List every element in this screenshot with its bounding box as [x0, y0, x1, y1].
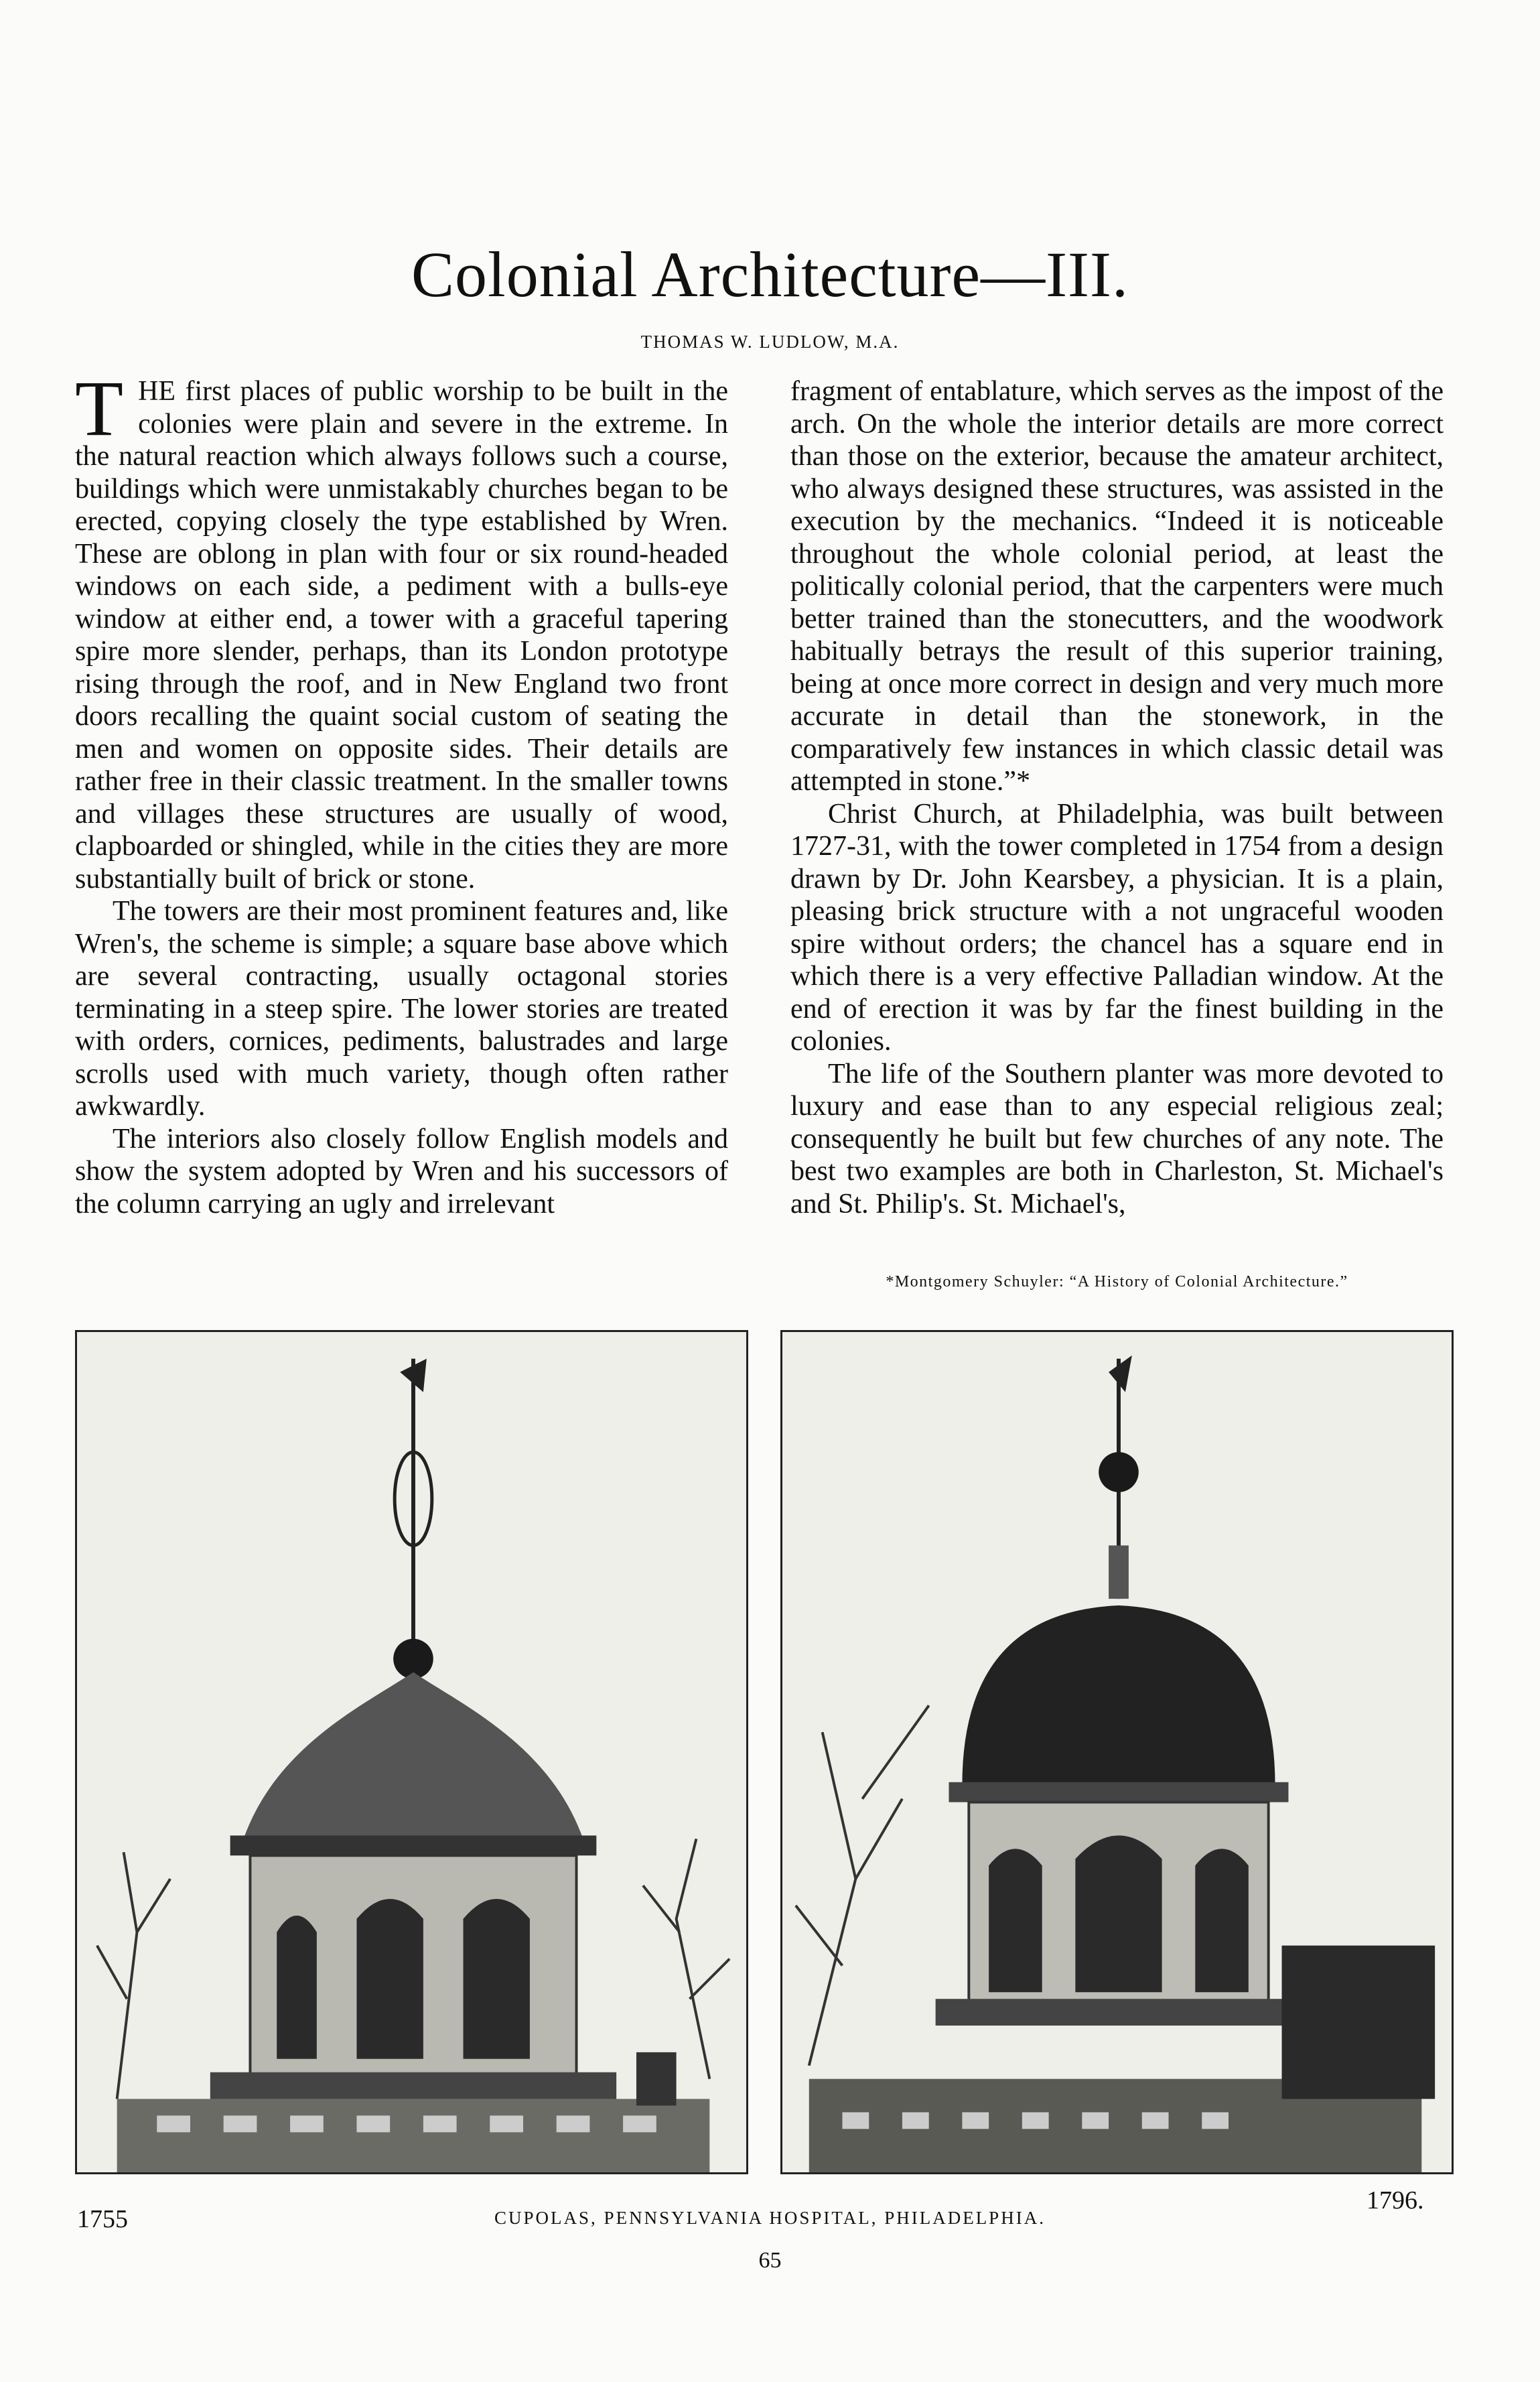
- paragraph: The towers are their most prominent features and, like Wren's, the scheme is simple; a square base above which are several contracting, usually octagonal stories terminating in a steep spire. The lower stories are treated with orders, cornices, pediments, balustrades and large scrolls used with much variety, though often rather awkwardly.: [75, 896, 728, 1122]
- left-column: [75, 365, 728, 1220]
- right-column: [790, 375, 1444, 1220]
- paragraph-text: HE first places of public worship to be built in the colonies were plain and severe in the extreme. In the natural reaction which always follows such a course, buildings which were unmistakably churches began to be erected, copying closely the type established by Wren. These are oblong in plan with four or six round-headed windows on each side, a pediment with a bulls-eye window at either end, a tower with a graceful tapering spire more slender, perhaps, than its London prototype rising through the roof, and in New England two front doors recalling the quaint social custom of seating the men and women on opposite sides. Their details are rather free in their classic treatment. In the smaller towns and villages these structures are usually of wood, clapboarded or shingled, while in the cities they are more substantially built of brick or stone.: [75, 376, 728, 895]
- paragraph: Christ Church, at Philadelphia, was built between 1727-31, with the tower completed in 1754 from a design drawn by Dr. John Kearsbey, a physician. It is a plain, pleasing brick structure with a not ungraceful wooden spire without orders; the chancel has a square end in which there is a very effective Palladian window. At the end of erection it was by far the finest building in the colonies.: [790, 798, 1444, 1057]
- figure-year-left: 1755: [77, 2205, 128, 2233]
- paragraph: [75, 365, 728, 895]
- footnote: *Montgomery Schuyler: “A History of Colonial Architecture.”: [886, 1273, 1348, 1291]
- article-title: Colonial Architecture—III.: [411, 239, 1129, 310]
- figure-caption: CUPOLAS, PENNSYLVANIA HOSPITAL, PHILADELPHIA.: [494, 2208, 1046, 2228]
- drop-cap: T: [75, 365, 124, 452]
- cupola-illustration: [782, 1332, 1452, 2172]
- page-number: 65: [758, 2248, 782, 2273]
- paragraph: The life of the Southern planter was more devoted to luxury and ease than to any especial religious zeal; consequently he built but few churches of any note. The best two examples are both in Charleston, St. Michael's and St. Philip's. St. Michael's,: [790, 1058, 1444, 1219]
- cupola-photo-1755: [75, 1330, 748, 2174]
- cupola-photo-1796: [780, 1330, 1454, 2174]
- paragraph: fragment of entablature, which serves as the impost of the arch. On the whole the interior details are more correct than those on the exterior, because the amateur architect, who always designed these structures, was assisted in the execution by the mechanics. “Indeed it is noticeable throughout the whole colonial period, at least the politically colonial period, that the carpenters were much better trained than the stonecutters, and the woodwork habitually betrays the result of this superior training, being at once more correct in design and very much more accurate in detail than the stonework, in the comparatively few instances in which classic detail was attempted in stone.”*: [790, 376, 1444, 797]
- figure-year-right: 1796.: [1367, 2186, 1424, 2214]
- cupola-illustration: [77, 1332, 746, 2172]
- author-byline: THOMAS W. LUDLOW, M.A.: [640, 332, 900, 352]
- paragraph: The interiors also closely follow English models and show the system adopted by Wren and his successors of the column carrying an ugly and irrelevant: [75, 1123, 728, 1219]
